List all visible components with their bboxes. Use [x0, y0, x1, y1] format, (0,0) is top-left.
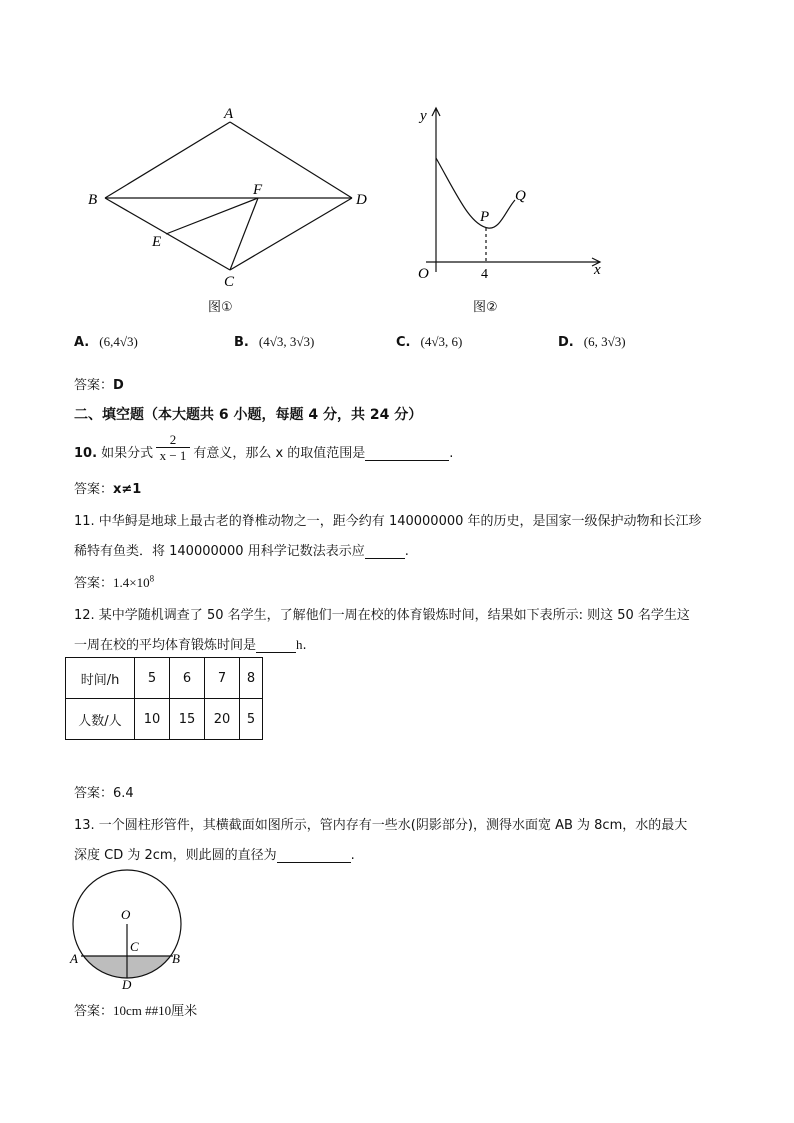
answer-label: 答案： — [74, 482, 114, 497]
q10-text-after: 有意义，那么 x 的取值范围是 — [193, 446, 366, 461]
option-value: (6,4√3) — [99, 334, 138, 349]
fraction-denominator: x − 1 — [159, 448, 187, 463]
table-row — [66, 658, 263, 699]
section-title: 二、填空题（本大题共 6 小题，每题 4 分，共 24 分） — [74, 407, 423, 423]
answer-blank[interactable] — [365, 545, 405, 559]
figure1-caption: 图① — [208, 300, 233, 315]
question-12-line1: 12. 某中学随机调查了 50 名学生，了解他们一周在校的体育锻炼时间，结果如下表所示: 则这 50 名学生这 — [74, 608, 690, 623]
question-number: 10. — [74, 446, 98, 461]
option-a — [74, 334, 138, 350]
answer-value: D — [113, 378, 124, 393]
option-value: (4√3, 3√3) — [258, 334, 315, 349]
label-c: C — [224, 274, 235, 290]
q12-end: . — [302, 638, 307, 653]
option-letter: D. — [558, 335, 574, 350]
table-row — [66, 699, 263, 740]
option-value: (6, 3√3) — [583, 334, 626, 349]
answer-10 — [74, 478, 141, 497]
q13-end: . — [350, 848, 355, 863]
label-x: x — [594, 262, 601, 278]
q10-fraction — [156, 432, 190, 463]
label-f: F — [253, 182, 263, 198]
label-o: O — [121, 907, 131, 922]
option-value: (4√3, 6) — [420, 334, 463, 349]
label-o: O — [418, 266, 429, 282]
answer-blank[interactable] — [365, 447, 449, 461]
data-table — [65, 657, 263, 740]
label-a: A — [224, 106, 234, 122]
table-cell: 8 — [240, 658, 263, 699]
q10-end: . — [449, 446, 454, 461]
answer-blank[interactable] — [277, 849, 351, 863]
label-b: B — [88, 192, 98, 208]
table-cell: 10 — [135, 699, 170, 740]
answer-value: 10cm ##10厘米 — [113, 1003, 198, 1018]
option-letter: B. — [234, 335, 249, 350]
option-letter: A. — [74, 335, 90, 350]
question-13-line2 — [74, 844, 355, 863]
figure2-caption: 图② — [473, 300, 498, 315]
option-letter: C. — [396, 335, 411, 350]
label-d: D — [122, 977, 132, 990]
answer-label: 答案： — [74, 378, 114, 393]
q11-text: 稀特有鱼类．将 140000000 用科学记数法表示应 — [74, 544, 365, 559]
answer-value: 1.4×10 — [113, 575, 150, 590]
option-d — [558, 334, 626, 350]
answer-13 — [74, 1000, 197, 1019]
table-cell: 5 — [135, 658, 170, 699]
label-b: B — [172, 951, 180, 966]
table-cell: 5 — [240, 699, 263, 740]
figure-graph — [412, 100, 622, 290]
label-a: A — [70, 951, 78, 966]
q12-unit: h — [296, 637, 303, 652]
label-e: E — [152, 234, 162, 250]
label-y: y — [420, 108, 427, 124]
q10-text-before: 如果分式 — [101, 446, 154, 461]
question-12-line2 — [74, 634, 307, 653]
label-d: D — [356, 192, 367, 208]
question-10 — [74, 442, 453, 461]
answer-9 — [74, 374, 124, 393]
answer-value: 6.4 — [113, 786, 134, 801]
table-header-cell: 人数/人 — [66, 699, 135, 740]
figure-rhombus — [80, 100, 380, 320]
label-tick-4: 4 — [481, 267, 488, 282]
answer-label: 答案： — [74, 786, 114, 801]
answer-blank[interactable] — [256, 639, 296, 653]
table-cell: 6 — [170, 658, 205, 699]
table-cell: 20 — [205, 699, 240, 740]
q12-text: 一周在校的平均体育锻炼时间是 — [74, 638, 257, 653]
q13-text: 深度 CD 为 2cm，则此圆的直径为 — [74, 848, 277, 863]
table-cell: 15 — [170, 699, 205, 740]
q11-end: . — [404, 544, 409, 559]
answer-label: 答案： — [74, 576, 114, 591]
table-header-cell: 时间/h — [66, 658, 135, 699]
question-13-line1: 13. 一个圆柱形管件，其横截面如图所示，管内存有一些水(阴影部分)，测得水面宽 AB 为 8cm，水的最大 — [74, 818, 688, 833]
question-11-line2 — [74, 540, 409, 559]
figure-circle — [66, 868, 190, 990]
answer-12 — [74, 782, 134, 801]
fraction-numerator: 2 — [169, 432, 177, 447]
answer-exponent: 8 — [149, 573, 155, 584]
label-q: Q — [515, 188, 526, 204]
option-c — [396, 334, 462, 350]
label-p: P — [480, 209, 490, 225]
answer-value: x≠1 — [113, 482, 142, 497]
label-c: C — [130, 939, 139, 954]
answer-label: 答案： — [74, 1004, 114, 1019]
table-cell: 7 — [205, 658, 240, 699]
option-b — [234, 334, 314, 350]
question-11-line1: 11. 中华鲟是地球上最古老的脊椎动物之一，距今约有 140000000 年的历史，是国家一级保护动物和长江珍 — [74, 514, 702, 529]
answer-11 — [74, 572, 154, 591]
